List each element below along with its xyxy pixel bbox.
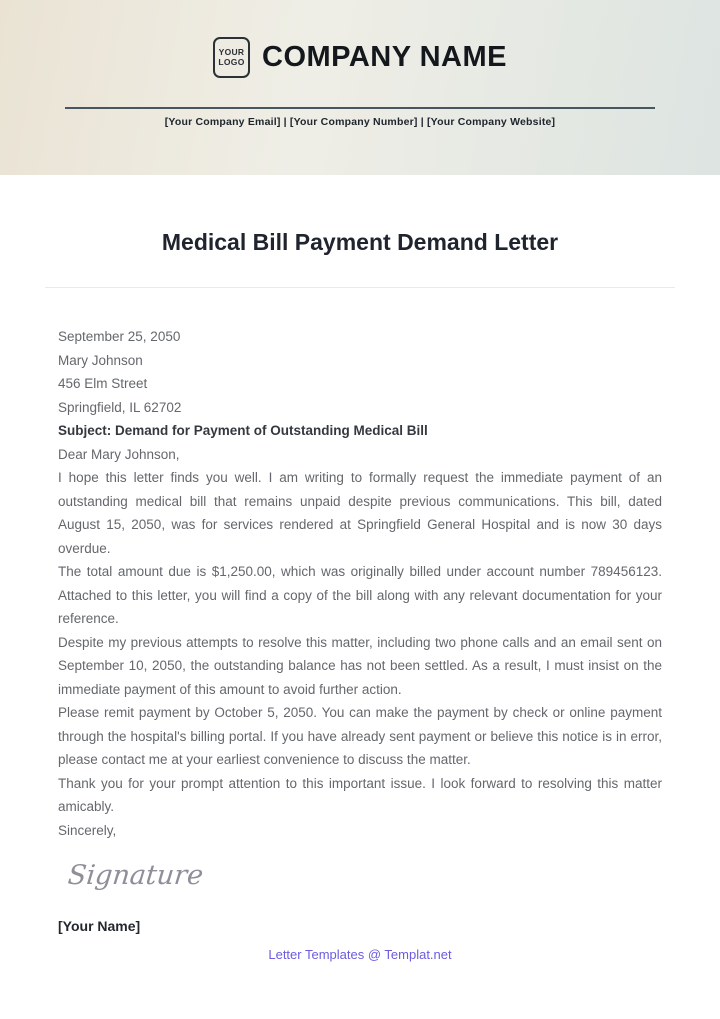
letter-date: September 25, 2050: [58, 329, 181, 344]
paragraph-payment-instructions: Please remit payment by October 5, 2050. You can make the payment by check or online payment through the hospital's billing portal. If you have already sent payment or believe this notice is in error, please contact me at your earliest convenience to discuss the matter.: [58, 705, 662, 767]
company-logo-placeholder-icon: [213, 37, 250, 78]
recipient-street: 456 Elm Street: [58, 376, 148, 391]
paragraph-intro: I hope this letter finds you well. I am writing to formally request the immediate payment of an outstanding medical bill that remains unpaid despite previous communications. This bill, dated August 15, 2050, was for services rendered at Springfield General Hospital and is now 30 days overdue.: [58, 470, 662, 556]
logo-text-line2: LOGO: [218, 56, 245, 67]
paragraph-amount-due: The total amount due is $1,250.00, which was originally billed under account number 789456123. Attached to this letter, you will find a copy of the bill along with any relevant documentation for your reference.: [58, 564, 662, 626]
recipient-name: Mary Johnson: [58, 352, 143, 368]
page-title: Medical Bill Payment Demand Letter: [161, 229, 559, 255]
company-header: [0, 0, 720, 175]
salutation: Dear Mary Johnson,: [58, 446, 180, 462]
logo-text-line1: YOUR: [218, 47, 245, 57]
signer-name: [Your Name]: [58, 918, 141, 934]
template-source-link[interactable]: Letter Templates @ Templat.net: [268, 947, 452, 962]
page-footer: [0, 946, 720, 964]
paragraph-thanks: Thank you for your prompt attention to this important issue. I look forward to resolving this matter amicably.: [58, 775, 662, 814]
recipient-city: Springfield, IL 62702: [58, 399, 182, 415]
letter-body: [0, 288, 720, 936]
signature-script: Signature: [66, 860, 205, 891]
closing: Sincerely,: [58, 822, 117, 838]
company-name: COMPANY NAME: [262, 41, 507, 73]
brand-row: [0, 0, 720, 78]
paragraph-previous-attempts: Despite my previous attempts to resolve this matter, including two phone calls and an email sent on September 10, 2050, the outstanding balance has not been settled. As a result, I must insist on the immediate payment of this amount to avoid further action.: [58, 634, 662, 697]
subject-line: Subject: Demand for Payment of Outstanding Medical Bill: [58, 423, 428, 438]
company-contact-line: [Your Company Email] | [Your Company Number] | [Your Company Website]: [164, 116, 556, 128]
header-divider: [65, 107, 655, 109]
